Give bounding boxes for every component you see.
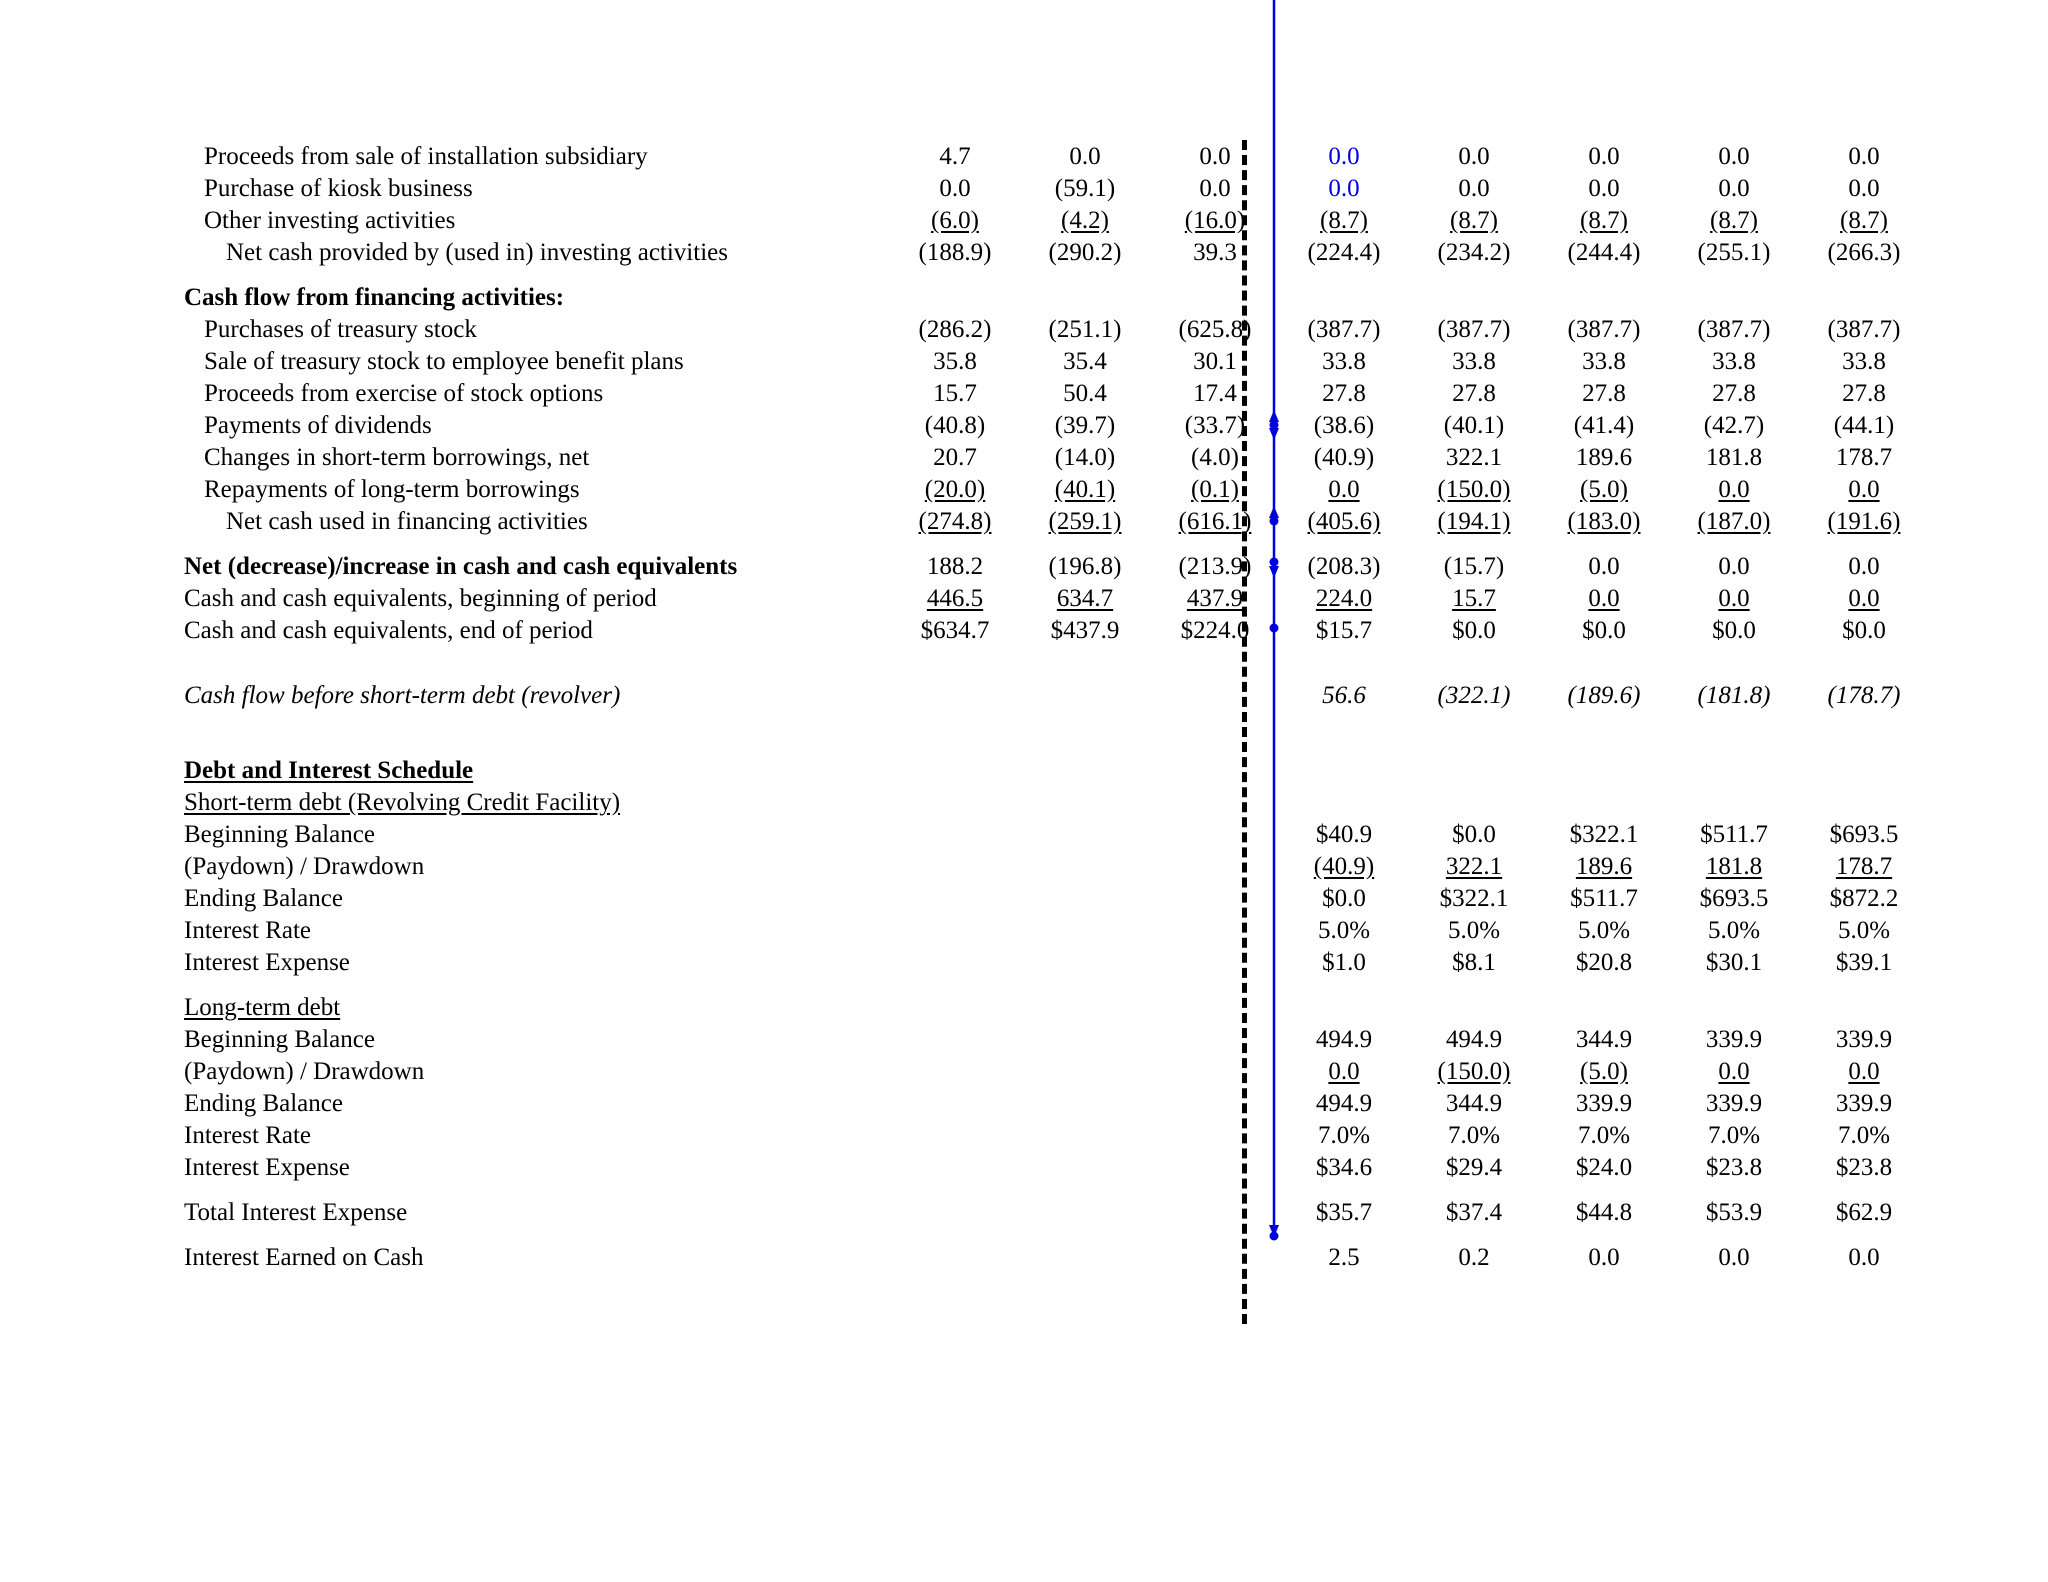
forecast-value-cell[interactable]: 181.8 — [1705, 853, 1763, 880]
forecast-value-cell[interactable]: (183.0) — [1567, 508, 1641, 535]
sheet-row — [0, 992, 2048, 1024]
forecast-value-cell[interactable]: 0.0 — [1328, 1058, 1360, 1085]
forecast-value-cell[interactable]: 0.0 — [1588, 1244, 1620, 1271]
sheet-row — [0, 883, 2048, 915]
forecast-value-cell[interactable]: 33.8 — [1322, 348, 1366, 375]
sheet-row — [0, 346, 2048, 378]
sheet-row — [0, 282, 2048, 314]
forecast-value-cell[interactable]: 494.9 — [1315, 1090, 1373, 1117]
forecast-value-cell[interactable]: 56.6 — [1322, 682, 1366, 709]
forecast-value-cell[interactable]: 0.0 — [1718, 143, 1750, 170]
forecast-value-cell[interactable]: (8.7) — [1450, 207, 1498, 234]
forecast-value-cell[interactable]: 5.0% — [1447, 917, 1501, 944]
historical-value-cell[interactable]: 39.3 — [1193, 239, 1237, 266]
forecast-value-cell[interactable]: 27.8 — [1712, 380, 1756, 407]
historical-value-cell[interactable]: 15.7 — [933, 380, 977, 407]
forecast-value-cell[interactable]: 0.0 — [1718, 1244, 1750, 1271]
forecast-value-cell[interactable]: (387.7) — [1567, 316, 1641, 343]
sheet-row — [0, 947, 2048, 979]
sheet-row — [0, 787, 2048, 819]
forecast-value-cell[interactable]: 7.0% — [1837, 1122, 1891, 1149]
sheet-row — [0, 474, 2048, 506]
sheet-row — [0, 680, 2048, 712]
forecast-value-cell[interactable]: 344.9 — [1575, 1026, 1633, 1053]
forecast-value-cell[interactable]: 5.0% — [1837, 917, 1891, 944]
sheet-row — [0, 205, 2048, 237]
historical-value-cell[interactable]: (274.8) — [918, 508, 992, 535]
forecast-value-cell[interactable]: (8.7) — [1580, 207, 1628, 234]
forecast-value-cell[interactable]: 27.8 — [1452, 380, 1496, 407]
historical-value-cell[interactable]: (40.1) — [1054, 476, 1116, 503]
forecast-value-cell[interactable]: (5.0) — [1580, 476, 1628, 503]
row-label: Changes in short-term borrowings, net — [204, 444, 590, 471]
forecast-value-cell[interactable]: (208.3) — [1307, 553, 1381, 580]
forecast-value-cell[interactable]: 344.9 — [1445, 1090, 1503, 1117]
forecast-value-cell[interactable]: 0.0 — [1328, 175, 1360, 202]
forecast-value-cell[interactable]: (38.6) — [1313, 412, 1375, 439]
forecast-value-cell[interactable]: $1.0 — [1322, 949, 1366, 976]
row-label: Payments of dividends — [204, 412, 432, 439]
forecast-value-cell[interactable]: 0.0 — [1848, 553, 1880, 580]
row-label: Cash flow from financing activities: — [184, 284, 565, 311]
forecast-value-cell[interactable]: $23.8 — [1835, 1154, 1893, 1181]
forecast-value-cell[interactable]: (387.7) — [1827, 316, 1901, 343]
forecast-value-cell[interactable]: (40.1) — [1443, 412, 1505, 439]
historical-value-cell[interactable]: 0.0 — [939, 175, 971, 202]
forecast-value-cell[interactable]: $37.4 — [1445, 1199, 1503, 1226]
forecast-value-cell[interactable]: 0.0 — [1718, 553, 1750, 580]
forecast-value-cell[interactable]: 7.0% — [1577, 1122, 1631, 1149]
forecast-value-cell[interactable]: (8.7) — [1710, 207, 1758, 234]
forecast-value-cell[interactable]: $872.2 — [1829, 885, 1899, 912]
row-label: Net cash used in financing activities — [226, 508, 588, 535]
forecast-value-cell[interactable]: $0.0 — [1452, 821, 1496, 848]
forecast-value-cell[interactable]: 0.2 — [1458, 1244, 1490, 1271]
forecast-value-cell[interactable]: 189.6 — [1575, 444, 1633, 471]
row-label: Cash and cash equivalents, end of period — [184, 617, 593, 644]
forecast-value-cell[interactable]: 322.1 — [1445, 444, 1503, 471]
forecast-value-cell[interactable]: $693.5 — [1699, 885, 1769, 912]
sheet-row — [0, 755, 2048, 787]
row-label: Interest Expense — [184, 949, 350, 976]
forecast-value-cell[interactable]: 2.5 — [1328, 1244, 1360, 1271]
forecast-value-cell[interactable]: $8.1 — [1452, 949, 1496, 976]
sheet-row — [0, 851, 2048, 883]
sheet-row — [0, 378, 2048, 410]
forecast-value-cell[interactable]: $53.9 — [1705, 1199, 1763, 1226]
sheet-row — [0, 583, 2048, 615]
forecast-value-cell[interactable]: $693.5 — [1829, 821, 1899, 848]
sheet-row — [0, 1152, 2048, 1184]
forecast-value-cell[interactable]: (322.1) — [1437, 682, 1511, 709]
historical-value-cell[interactable]: (251.1) — [1048, 316, 1122, 343]
forecast-value-cell[interactable]: $15.7 — [1315, 617, 1373, 644]
forecast-value-cell[interactable]: $29.4 — [1445, 1154, 1503, 1181]
forecast-value-cell[interactable]: $39.1 — [1835, 949, 1893, 976]
forecast-value-cell[interactable]: (181.8) — [1697, 682, 1771, 709]
historical-value-cell[interactable]: (616.1) — [1178, 508, 1252, 535]
historical-value-cell[interactable]: 20.7 — [933, 444, 977, 471]
forecast-value-cell[interactable]: 0.0 — [1458, 175, 1490, 202]
forecast-value-cell[interactable]: 494.9 — [1445, 1026, 1503, 1053]
row-label: Ending Balance — [184, 1090, 343, 1117]
forecast-value-cell[interactable]: (40.9) — [1313, 444, 1375, 471]
sheet-row — [0, 410, 2048, 442]
forecast-value-cell[interactable]: $35.7 — [1315, 1199, 1373, 1226]
forecast-value-cell[interactable]: (234.2) — [1437, 239, 1511, 266]
forecast-value-cell[interactable]: 0.0 — [1588, 585, 1620, 612]
historical-value-cell[interactable]: 35.4 — [1063, 348, 1107, 375]
forecast-value-cell[interactable]: 0.0 — [1848, 175, 1880, 202]
forecast-value-cell[interactable]: (194.1) — [1437, 508, 1511, 535]
forecast-value-cell[interactable]: 33.8 — [1582, 348, 1626, 375]
historical-value-cell[interactable]: (59.1) — [1054, 175, 1116, 202]
forecast-value-cell[interactable]: 339.9 — [1575, 1090, 1633, 1117]
forecast-value-cell[interactable]: 33.8 — [1712, 348, 1756, 375]
forecast-value-cell[interactable]: 178.7 — [1835, 853, 1893, 880]
historical-value-cell[interactable]: 446.5 — [926, 585, 984, 612]
forecast-value-cell[interactable]: $322.1 — [1569, 821, 1639, 848]
historical-value-cell[interactable]: 188.2 — [926, 553, 984, 580]
row-label: Purchase of kiosk business — [204, 175, 473, 202]
sheet-row — [0, 1197, 2048, 1229]
forecast-value-cell[interactable]: 0.0 — [1848, 1244, 1880, 1271]
forecast-value-cell[interactable]: (187.0) — [1697, 508, 1771, 535]
forecast-value-cell[interactable]: $24.0 — [1575, 1154, 1633, 1181]
forecast-value-cell[interactable]: 7.0% — [1317, 1122, 1371, 1149]
forecast-value-cell[interactable]: $511.7 — [1700, 821, 1768, 848]
sheet-row — [0, 615, 2048, 647]
forecast-value-cell[interactable]: (8.7) — [1320, 207, 1368, 234]
row-label: Interest Earned on Cash — [184, 1244, 424, 1271]
row-label: Short-term debt (Revolving Credit Facility) — [184, 789, 621, 816]
historical-value-cell[interactable]: $437.9 — [1050, 617, 1120, 644]
forecast-value-cell[interactable]: 0.0 — [1718, 175, 1750, 202]
forecast-value-cell[interactable]: (41.4) — [1573, 412, 1635, 439]
sheet-row — [0, 551, 2048, 583]
row-label: Purchases of treasury stock — [204, 316, 477, 343]
forecast-value-cell[interactable]: 494.9 — [1315, 1026, 1373, 1053]
historical-value-cell[interactable]: $224.0 — [1180, 617, 1250, 644]
sheet-row — [0, 314, 2048, 346]
forecast-value-cell[interactable]: 27.8 — [1582, 380, 1626, 407]
sheet-row — [0, 237, 2048, 269]
row-label: Other investing activities — [204, 207, 456, 234]
forecast-value-cell[interactable]: (405.6) — [1307, 508, 1381, 535]
forecast-value-cell[interactable]: 5.0% — [1577, 917, 1631, 944]
historical-value-cell[interactable]: 17.4 — [1193, 380, 1237, 407]
forecast-value-cell[interactable]: 0.0 — [1588, 143, 1620, 170]
forecast-value-cell[interactable]: 5.0% — [1317, 917, 1371, 944]
historical-value-cell[interactable]: (0.1) — [1191, 476, 1239, 503]
forecast-value-cell[interactable]: $44.8 — [1575, 1199, 1633, 1226]
historical-value-cell[interactable]: 0.0 — [1199, 175, 1231, 202]
forecast-value-cell[interactable]: (44.1) — [1833, 412, 1895, 439]
historical-value-cell[interactable]: (188.9) — [918, 239, 992, 266]
forecast-value-cell[interactable]: 0.0 — [1588, 553, 1620, 580]
row-label: Debt and Interest Schedule — [184, 757, 474, 784]
row-label: Interest Rate — [184, 1122, 312, 1149]
forecast-value-cell[interactable]: 181.8 — [1705, 444, 1763, 471]
forecast-value-cell[interactable]: $0.0 — [1712, 617, 1756, 644]
forecast-value-cell[interactable]: $0.0 — [1582, 617, 1626, 644]
forecast-value-cell[interactable]: (255.1) — [1697, 239, 1771, 266]
historical-value-cell[interactable]: (290.2) — [1048, 239, 1122, 266]
sheet-row — [0, 915, 2048, 947]
historical-value-cell[interactable]: 0.0 — [1069, 143, 1101, 170]
forecast-value-cell[interactable]: 0.0 — [1848, 143, 1880, 170]
forecast-value-cell[interactable]: (8.7) — [1840, 207, 1888, 234]
forecast-value-cell[interactable]: (266.3) — [1827, 239, 1901, 266]
forecast-value-cell[interactable]: 178.7 — [1835, 444, 1893, 471]
historical-value-cell[interactable]: (213.9) — [1178, 553, 1252, 580]
forecast-value-cell[interactable]: (387.7) — [1307, 316, 1381, 343]
row-label: Net cash provided by (used in) investing activities — [226, 239, 728, 266]
row-label: Net (decrease)/increase in cash and cash equivalents — [184, 553, 738, 580]
forecast-value-cell[interactable]: (224.4) — [1307, 239, 1381, 266]
forecast-value-cell[interactable]: (178.7) — [1827, 682, 1901, 709]
forecast-value-cell[interactable]: $30.1 — [1705, 949, 1763, 976]
sheet-row — [0, 173, 2048, 205]
forecast-value-cell[interactable]: (244.4) — [1567, 239, 1641, 266]
forecast-value-cell[interactable]: 0.0 — [1328, 143, 1360, 170]
row-label: Beginning Balance — [184, 821, 375, 848]
historical-value-cell[interactable]: (625.8) — [1178, 316, 1252, 343]
forecast-value-cell[interactable]: 339.9 — [1835, 1090, 1893, 1117]
forecast-value-cell[interactable]: (189.6) — [1567, 682, 1641, 709]
sheet-row — [0, 1120, 2048, 1152]
forecast-value-cell[interactable]: 33.8 — [1452, 348, 1496, 375]
forecast-value-cell[interactable]: 0.0 — [1718, 585, 1750, 612]
historical-value-cell[interactable]: $634.7 — [920, 617, 990, 644]
forecast-value-cell[interactable]: 189.6 — [1575, 853, 1633, 880]
forecast-value-cell[interactable]: 339.9 — [1705, 1090, 1763, 1117]
historical-value-cell[interactable]: (33.7) — [1184, 412, 1246, 439]
forecast-value-cell[interactable]: 224.0 — [1315, 585, 1373, 612]
row-label: Beginning Balance — [184, 1026, 375, 1053]
forecast-value-cell[interactable]: $20.8 — [1575, 949, 1633, 976]
historical-value-cell[interactable]: (6.0) — [931, 207, 979, 234]
forecast-value-cell[interactable]: (387.7) — [1437, 316, 1511, 343]
historical-value-cell[interactable]: (4.0) — [1191, 444, 1239, 471]
sheet-row — [0, 141, 2048, 173]
forecast-value-cell[interactable]: 0.0 — [1718, 476, 1750, 503]
historical-value-cell[interactable]: (39.7) — [1054, 412, 1116, 439]
historical-value-cell[interactable]: (4.2) — [1061, 207, 1109, 234]
row-label: Cash flow before short-term debt (revolver) — [184, 682, 621, 709]
row-label: Repayments of long-term borrowings — [204, 476, 580, 503]
forecast-value-cell[interactable]: (15.7) — [1443, 553, 1505, 580]
forecast-value-cell[interactable]: 339.9 — [1835, 1026, 1893, 1053]
row-label: Interest Expense — [184, 1154, 350, 1181]
forecast-value-cell[interactable]: 5.0% — [1707, 917, 1761, 944]
forecast-value-cell[interactable]: $40.9 — [1315, 821, 1373, 848]
historical-value-cell[interactable]: (16.0) — [1184, 207, 1246, 234]
forecast-value-cell[interactable]: 7.0% — [1447, 1122, 1501, 1149]
row-label: (Paydown) / Drawdown — [184, 1058, 425, 1085]
forecast-value-cell[interactable]: 27.8 — [1322, 380, 1366, 407]
sheet-row — [0, 1056, 2048, 1088]
historical-value-cell[interactable]: 50.4 — [1063, 380, 1107, 407]
forecast-value-cell[interactable]: $0.0 — [1322, 885, 1366, 912]
forecast-value-cell[interactable]: (191.6) — [1827, 508, 1901, 535]
historical-value-cell[interactable]: 0.0 — [1199, 143, 1231, 170]
forecast-value-cell[interactable]: $34.6 — [1315, 1154, 1373, 1181]
row-label: (Paydown) / Drawdown — [184, 853, 425, 880]
forecast-value-cell[interactable]: $511.7 — [1570, 885, 1638, 912]
historical-value-cell[interactable]: (14.0) — [1054, 444, 1116, 471]
row-label: Long-term debt — [184, 994, 341, 1021]
row-label: Total Interest Expense — [184, 1199, 408, 1226]
sheet-row — [0, 1024, 2048, 1056]
row-label: Interest Rate — [184, 917, 312, 944]
forecast-value-cell[interactable]: 0.0 — [1328, 476, 1360, 503]
forecast-value-cell[interactable]: 15.7 — [1452, 585, 1496, 612]
forecast-value-cell[interactable]: 339.9 — [1705, 1026, 1763, 1053]
historical-value-cell[interactable]: 30.1 — [1193, 348, 1237, 375]
forecast-value-cell[interactable]: 27.8 — [1842, 380, 1886, 407]
forecast-value-cell[interactable]: (40.9) — [1313, 853, 1375, 880]
row-label: Proceeds from exercise of stock options — [204, 380, 604, 407]
sheet-row — [0, 506, 2048, 538]
row-label: Proceeds from sale of installation subsidiary — [204, 143, 648, 170]
forecast-value-cell[interactable]: (387.7) — [1697, 316, 1771, 343]
row-label: Cash and cash equivalents, beginning of period — [184, 585, 657, 612]
historical-value-cell[interactable]: (40.8) — [924, 412, 986, 439]
historical-value-cell[interactable]: (20.0) — [924, 476, 986, 503]
forecast-value-cell[interactable]: 0.0 — [1848, 1058, 1880, 1085]
forecast-value-cell[interactable]: 0.0 — [1848, 585, 1880, 612]
forecast-value-cell[interactable]: (150.0) — [1437, 1058, 1511, 1085]
historical-value-cell[interactable]: (286.2) — [918, 316, 992, 343]
forecast-value-cell[interactable]: 0.0 — [1848, 476, 1880, 503]
sheet-row — [0, 1242, 2048, 1274]
forecast-value-cell[interactable]: $62.9 — [1835, 1199, 1893, 1226]
sheet-row — [0, 442, 2048, 474]
forecast-value-cell[interactable]: 0.0 — [1718, 1058, 1750, 1085]
sheet-row — [0, 819, 2048, 851]
forecast-value-cell[interactable]: (42.7) — [1703, 412, 1765, 439]
forecast-value-cell[interactable]: 0.0 — [1588, 175, 1620, 202]
forecast-value-cell[interactable]: $0.0 — [1452, 617, 1496, 644]
forecast-value-cell[interactable]: 33.8 — [1842, 348, 1886, 375]
historical-value-cell[interactable]: 437.9 — [1186, 585, 1244, 612]
forecast-value-cell[interactable]: 322.1 — [1445, 853, 1503, 880]
historical-value-cell[interactable]: 4.7 — [939, 143, 971, 170]
forecast-value-cell[interactable]: $322.1 — [1439, 885, 1509, 912]
forecast-value-cell[interactable]: 7.0% — [1707, 1122, 1761, 1149]
forecast-value-cell[interactable]: 0.0 — [1458, 143, 1490, 170]
historical-value-cell[interactable]: 35.8 — [933, 348, 977, 375]
row-label: Ending Balance — [184, 885, 343, 912]
historical-value-cell[interactable]: (196.8) — [1048, 553, 1122, 580]
forecast-value-cell[interactable]: $23.8 — [1705, 1154, 1763, 1181]
historical-value-cell[interactable]: 634.7 — [1056, 585, 1114, 612]
sheet-row — [0, 1088, 2048, 1120]
forecast-value-cell[interactable]: (5.0) — [1580, 1058, 1628, 1085]
forecast-value-cell[interactable]: (150.0) — [1437, 476, 1511, 503]
row-label: Sale of treasury stock to employee benefit plans — [204, 348, 684, 375]
forecast-value-cell[interactable]: $0.0 — [1842, 617, 1886, 644]
historical-value-cell[interactable]: (259.1) — [1048, 508, 1122, 535]
